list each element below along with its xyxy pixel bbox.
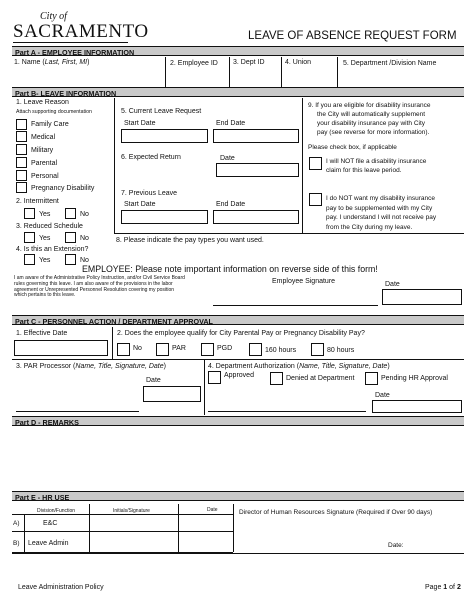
attach-docs-note: Attach supporting documentation [16,109,92,115]
effective-date-label: 1. Effective Date [16,330,68,337]
col-initials-header: Initials/Signature [113,508,150,514]
pregnancy-disability-checkbox[interactable] [16,182,27,193]
section-header-part-c: Part C - PERSONNEL ACTION / DEPARTMENT APPROVAL [12,315,464,325]
extension-label: 4. Is this an Extension? [16,246,89,253]
effective-date-input[interactable] [14,340,108,356]
medical-checkbox[interactable] [16,131,27,142]
dept-id-input[interactable] [232,70,278,84]
military-checkbox[interactable] [16,144,27,155]
dept-id-label: 3. Dept ID [233,59,265,66]
footer-policy: Leave Administration Policy [18,584,104,591]
form-title: LEAVE OF ABSENCE REQUEST FORM [248,30,457,42]
reduced-schedule-label: 3. Reduced Schedule [16,223,83,230]
intermittent-yes-checkbox[interactable] [24,208,35,219]
par-label: PAR [172,345,186,352]
parental-label: Parental [31,160,58,167]
hours-160-label: 160 hours [265,347,297,354]
previous-leave-label: 7. Previous Leave [121,190,178,197]
name-input[interactable] [14,70,162,84]
expected-return-label: 6. Expected Return [121,154,181,161]
previous-start-date-label: Start Date [124,201,156,208]
union-label: 4. Union [285,59,312,66]
director-date-label: Date: [388,542,404,549]
intermittent-label: 2. Intermittent [16,198,59,205]
section-header-part-e: Part E - HR USE [12,491,464,501]
par-processor-label: 3. PAR Processor (Name, Title, Signature, Date) [16,363,166,370]
section-header-part-a: Part A - EMPLOYEE INFORMATION [12,46,464,56]
employee-signature-line[interactable] [213,305,378,306]
personal-checkbox[interactable] [16,170,27,181]
par-checkbox[interactable] [156,343,169,356]
current-leave-label: 5. Current Leave Request [121,108,202,115]
current-start-date-label: Start Date [124,120,156,127]
intermittent-yes-label: Yes [39,211,51,218]
pending-hr-label: Pending HR Approval [381,375,448,382]
military-label: Military [31,147,54,154]
extension-yes-label: Yes [39,257,51,264]
previous-end-date-input[interactable] [213,210,299,224]
ec-date-input[interactable] [179,515,232,530]
current-end-date-input[interactable] [213,129,299,143]
extension-no-checkbox[interactable] [65,254,76,265]
parental-checkbox[interactable] [16,157,27,168]
not-file-disability-checkbox[interactable] [309,157,322,170]
footer-page-number: Page 1 of 2 [425,584,461,591]
parental-pay-question: 2. Does the employee qualify for City Parental Pay or Pregnancy Disability Pay? [117,330,365,337]
remarks-area[interactable] [12,428,464,488]
pay-types-label: 8. Please indicate the pay types you want used. [116,237,264,244]
family-care-checkbox[interactable] [16,119,27,130]
row-b-letter: B) [13,540,20,547]
employee-notice: EMPLOYEE: Please note important information on reverse side of this form! [82,264,378,274]
leave-admin-initials-input[interactable] [90,532,177,551]
parental-no-label: No [133,345,142,352]
check-box-note: Please check box, if applicable [308,144,397,151]
reduced-no-checkbox[interactable] [65,232,76,243]
logo-underline [13,42,128,43]
leave-reason-label: 1. Leave Reason [16,99,69,106]
department-division-label: 5. Department /Division Name [343,60,437,67]
family-care-label: Family Care [31,121,69,128]
approved-checkbox[interactable] [208,371,221,384]
intermittent-no-checkbox[interactable] [65,208,76,219]
previous-end-date-label: End Date [216,201,246,208]
previous-start-date-input[interactable] [121,210,208,224]
logo-sacramento: SACRAMENTO [13,21,149,42]
hours-80-checkbox[interactable] [311,343,324,356]
hours-80-label: 80 hours [327,347,355,354]
row-ec-label: E&C [43,520,58,527]
par-processor-date-label: Date [146,377,161,384]
employee-id-input[interactable] [168,70,226,84]
personal-label: Personal [31,173,59,180]
employee-id-label: 2. Employee ID [170,60,218,67]
pay-types-input[interactable] [116,246,462,262]
employee-date-input[interactable] [382,289,462,305]
col-date-header: Date [207,507,218,513]
disability-question: 9. If you are eligible for disability insurance the City will automatically supplement your disability insurance pay with City pay (see reverse for more information). [308,102,431,136]
department-input[interactable] [340,70,462,84]
ec-initials-input[interactable] [90,515,177,530]
pregnancy-disability-label: Pregnancy Disability [31,185,95,192]
col-division-header: Division/Function [37,508,76,514]
expected-return-date-input[interactable] [216,163,299,177]
dept-auth-date-input[interactable] [372,400,462,413]
dept-auth-signature-line[interactable] [208,411,366,412]
pgd-label: PGD [217,345,233,352]
not-file-disability-label: I will NOT file a disability insurance claim for this leave period. [326,158,427,174]
section-header-part-d: Part D - REMARKS [12,416,464,426]
name-field-label: 1. Name (Last, First, MI) [14,59,90,66]
par-processor-signature-line[interactable] [16,411,139,412]
hours-160-checkbox[interactable] [249,343,262,356]
pending-hr-checkbox[interactable] [365,372,378,385]
union-input[interactable] [284,70,334,84]
dept-auth-date-label: Date [375,392,390,399]
pgd-checkbox[interactable] [201,343,214,356]
logo-city-text: City of [40,11,67,22]
row-a-letter: A) [13,520,20,527]
not-supplement-label: I do NOT want my disability insurance pay to be supplemented with my City pay. I understand I will not receive pay from the City during my leave. [326,195,437,231]
row-leave-admin-label: Leave Admin [28,540,69,547]
extension-yes-checkbox[interactable] [24,254,35,265]
not-supplement-checkbox[interactable] [309,193,322,206]
reduced-yes-checkbox[interactable] [24,232,35,243]
policy-awareness-text: I am aware of the Administrative Policy Instruction, and/or Civil Service Board rules governing this leave. I am also aware of the provisions in the labor agreement or Unrepresented Personnel Resolution covering my position which pertains to this leave. [14,275,185,299]
employee-signature-label: Employee Signature [272,278,336,285]
denied-checkbox[interactable] [270,372,283,385]
approved-label: Approved [224,372,254,379]
denied-label: Denied at Department [286,375,355,382]
leave-admin-date-input[interactable] [179,532,232,551]
director-signature-input[interactable] [239,518,462,536]
par-processor-date-input[interactable] [143,386,201,402]
current-end-date-label: End Date [216,120,246,127]
current-start-date-input[interactable] [121,129,208,143]
dept-authorization-label: 4. Department Authorization (Name, Title, Signature, Date) [208,363,390,370]
extension-no-label: No [80,257,89,264]
parental-no-checkbox[interactable] [117,343,130,356]
employee-date-label: Date [385,281,400,288]
medical-label: Medical [31,134,56,141]
intermittent-no-label: No [80,211,89,218]
director-signature-label: Director of Human Resources Signature (Required if Over 90 days) [239,509,433,516]
expected-return-date-label: Date [220,155,235,162]
reduced-no-label: No [80,235,89,242]
reduced-yes-label: Yes [39,235,51,242]
section-header-part-b: Part B- LEAVE INFORMATION [12,87,464,97]
